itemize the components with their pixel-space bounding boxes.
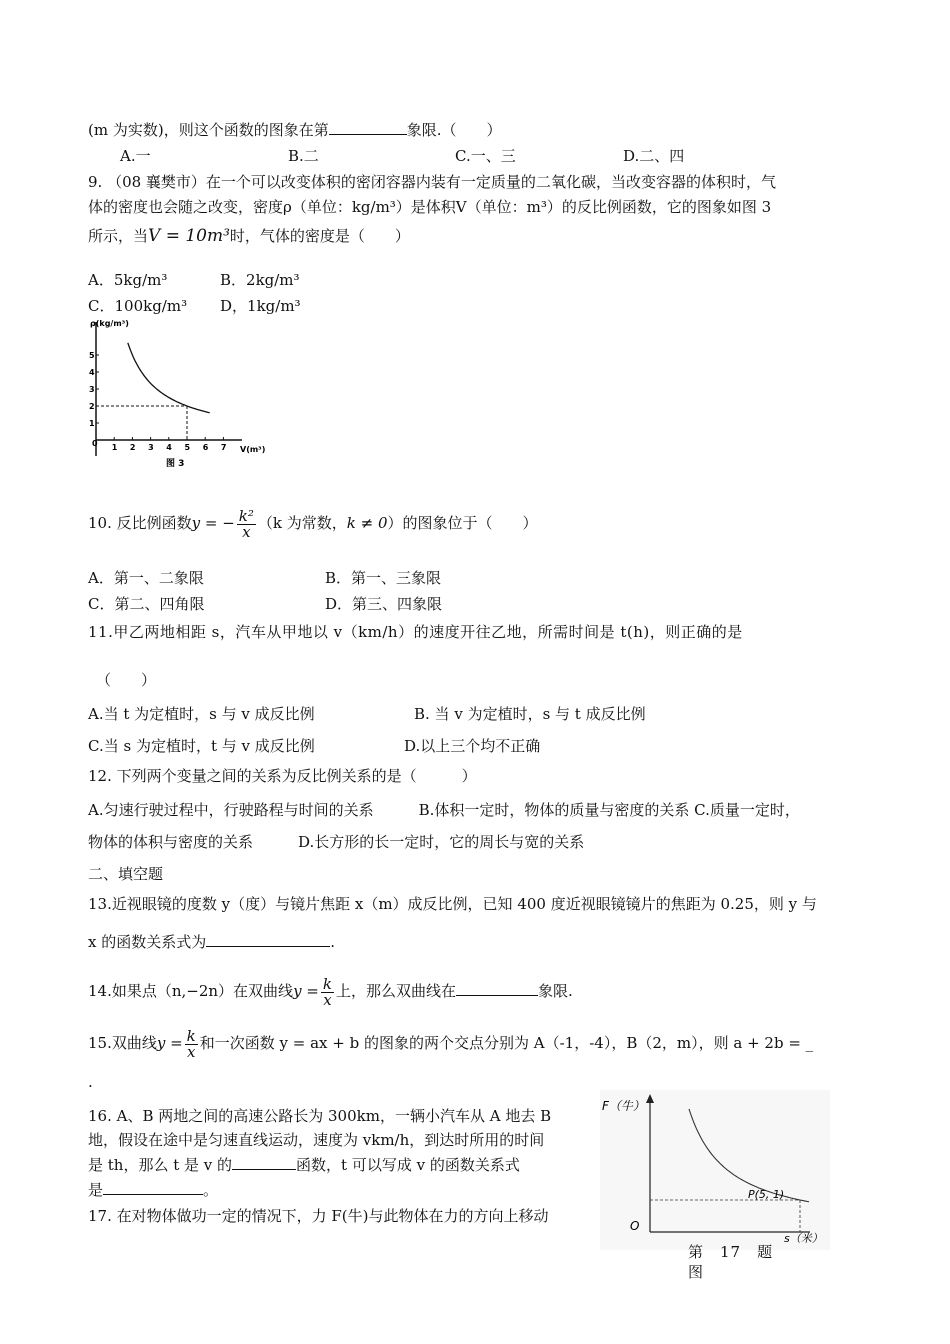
fig3-xtick-label: 2 bbox=[129, 443, 136, 452]
q15-mid: 和一次函数 y = ax + b 的图象的两个交点分别为 A（-1，-4），B（2，m），则 a + 2b = _ bbox=[199, 1034, 814, 1052]
q14-end: 象限. bbox=[537, 982, 573, 1000]
q10-option-b: B．第一、三象限 bbox=[325, 569, 442, 587]
q16-line3-lead: 是 th，那么 t 是 v 的 bbox=[88, 1156, 233, 1174]
q14-frac-den: x bbox=[323, 990, 332, 1009]
q10-tail: ）的图象位于（ ） bbox=[387, 514, 538, 532]
q15-line bbox=[88, 1022, 813, 1064]
q16-blank-1[interactable] bbox=[232, 1155, 296, 1170]
q8-blank[interactable] bbox=[329, 120, 407, 135]
q14-fraction bbox=[321, 974, 334, 1009]
q11-line1: 11.甲乙两地相距 s，汽车从甲地以 v（km/h）的速度开往乙地，所需时间是 t(h)，则正确的是 bbox=[88, 623, 743, 641]
q10-mid: （k 为常数， bbox=[257, 514, 347, 532]
q16-line2: 地，假设在途中是匀速直线运动，速度为 vkm/h，到达时所用的时间 bbox=[88, 1131, 545, 1149]
q9-line3-lead: 所示，当 bbox=[88, 227, 149, 245]
q12-line1: 12. 下列两个变量之间的关系为反比例关系的是（ ） bbox=[88, 767, 477, 785]
fig17-caption-1: 第 17 题 bbox=[688, 1243, 774, 1261]
q10-cond: k ≠ 0 bbox=[346, 514, 388, 532]
fig3-ytick-label: 4 bbox=[89, 368, 95, 377]
q10-fraction bbox=[237, 506, 256, 541]
q15-frac-den: x bbox=[186, 1042, 196, 1061]
q10-frac-num: k² bbox=[238, 506, 254, 525]
q10-frac-den: x bbox=[242, 522, 251, 541]
fig3-curve bbox=[128, 343, 210, 413]
fig3-xtick-label: 5 bbox=[184, 443, 191, 452]
q12-line2: A.匀速行驶过程中，行驶路程与时间的关系 B.体积一定时，物体的质量与密度的关系 C.质量一定时， bbox=[88, 801, 800, 819]
fig3-ytick-label: 1 bbox=[89, 419, 95, 428]
fig17-ylabel: F（牛） bbox=[602, 1099, 645, 1113]
fig3-ytick-label: 5 bbox=[89, 351, 95, 360]
q11-option-b: B. 当 v 为定植时，s 与 t 成反比例 bbox=[414, 705, 646, 723]
section-title-fill-in: 二、填空题 bbox=[88, 865, 164, 883]
q10-option-c: C．第二、四角限 bbox=[88, 595, 205, 613]
q9-option-c: C．100kg/m³ bbox=[88, 297, 188, 315]
fig3-ytick-label: 2 bbox=[89, 402, 95, 411]
fig3-ylabel: ρ(kg/m³) bbox=[90, 319, 129, 328]
q8-option-a: A.一 bbox=[120, 147, 151, 165]
q16-line4-lead: 是 bbox=[88, 1181, 104, 1199]
q8-tail: 象限.（ ） bbox=[406, 121, 502, 139]
q13-line2 bbox=[88, 932, 335, 952]
fig17-origin: O bbox=[630, 1219, 640, 1233]
q14-y: y = bbox=[293, 982, 319, 1000]
fig3-ytick-label: 3 bbox=[89, 385, 95, 394]
q8-option-d: D.二、四 bbox=[623, 147, 685, 165]
q13-line1: 13.近视眼镜的度数 y（度）与镜片焦距 x（m）成反比例，已知 400 度近视眼镜镜片的焦距为 0.25，则 y 与 bbox=[88, 895, 817, 913]
fig3-xtick-label: 6 bbox=[202, 443, 209, 452]
q9-option-d: D，1kg/m³ bbox=[220, 297, 301, 315]
fig3-xtick-label: 7 bbox=[220, 443, 227, 452]
q15-fraction bbox=[185, 1026, 198, 1061]
q15-frac-num: k bbox=[186, 1026, 196, 1045]
fig3-caption: 图 3 bbox=[166, 459, 185, 469]
q13-end: . bbox=[330, 933, 336, 951]
q8-text: (m 为实数)，则这个函数的图象在第 bbox=[88, 121, 329, 139]
q14-line bbox=[88, 970, 573, 1012]
q9-line1: 9. （08 襄樊市）在一个可以改变体积的密闭容器内装有一定质量的二氧化碳，当改变容器的体积时，气 bbox=[88, 173, 776, 191]
q10-lead: 10. 反比例函数 bbox=[88, 514, 192, 532]
q10-option-d: D．第三、四象限 bbox=[325, 595, 443, 613]
q15-lead: 15.双曲线 bbox=[88, 1034, 157, 1052]
q14-frac-num: k bbox=[322, 974, 332, 993]
figure-17-force-graph bbox=[600, 1090, 830, 1250]
q14-tail: 上，那么双曲线在 bbox=[335, 982, 456, 1000]
q16-line3-tail: 函数，t 可以写成 v 的函数关系式 bbox=[296, 1156, 520, 1174]
fig3-origin: 0 bbox=[92, 439, 98, 448]
q14-blank[interactable] bbox=[456, 981, 538, 996]
q14-lead: 14.如果点（n,−2n）在双曲线 bbox=[88, 982, 294, 1000]
q9-option-b: B．2kg/m³ bbox=[220, 271, 300, 289]
q16-line3 bbox=[88, 1155, 520, 1175]
fig3-xlabel: V(m³) bbox=[240, 445, 266, 454]
q16-line4 bbox=[88, 1180, 218, 1200]
fig17-point-label: P(5, 1) bbox=[748, 1188, 785, 1201]
q11-option-c: C.当 s 为定植时，t 与 v 成反比例 bbox=[88, 737, 315, 755]
q8-option-c: C.一、三 bbox=[455, 147, 516, 165]
q15-end: . bbox=[88, 1073, 93, 1091]
q16-line1: 16. A、B 两地之间的高速公路长为 300km，一辆小汽车从 A 地去 B bbox=[88, 1107, 552, 1125]
q12-line3: 物体的体积与密度的关系 D.长方形的长一定时，它的周长与宽的关系 bbox=[88, 833, 585, 851]
q9-line3-tail: 时，气体的密度是（ ） bbox=[229, 227, 410, 245]
q9-option-a: A．5kg/m³ bbox=[88, 271, 168, 289]
q9-line3 bbox=[88, 226, 410, 246]
q11-option-d: D.以上三个均不正确 bbox=[404, 737, 541, 755]
fig3-xtick-label: 1 bbox=[111, 443, 118, 452]
fig3-xtick-label: 4 bbox=[166, 443, 172, 452]
q9-formula: V = 10m³ bbox=[148, 226, 230, 246]
q8-line bbox=[88, 120, 501, 140]
q8-option-b: B.二 bbox=[288, 147, 319, 165]
q16-line4-tail: 。 bbox=[203, 1181, 219, 1199]
q15-y: y = bbox=[156, 1034, 183, 1052]
fig3-xtick-label: 3 bbox=[148, 443, 154, 452]
q16-blank-2[interactable] bbox=[103, 1180, 203, 1195]
fig17-xlabel: s（米） bbox=[784, 1232, 823, 1245]
q10-option-a: A．第一、二象限 bbox=[88, 569, 204, 587]
q11-paren: （ ） bbox=[96, 671, 157, 689]
q10-formula-y: y = − bbox=[191, 514, 235, 532]
q17-line1: 17. 在对物体做功一定的情况下，力 F(牛)与此物体在力的方向上移动 bbox=[88, 1207, 549, 1225]
q10-line bbox=[88, 500, 538, 546]
fig17-caption-2: 图 bbox=[688, 1263, 704, 1281]
q11-option-a: A.当 t 为定植时，s 与 v 成反比例 bbox=[88, 705, 315, 723]
figure-3-density-graph bbox=[86, 316, 276, 472]
q13-text: x 的函数关系式为 bbox=[88, 933, 207, 951]
q9-line2: 体的密度也会随之改变，密度ρ（单位：kg/m³）是体积V（单位：m³）的反比例函数，它的图象如图 3 bbox=[88, 198, 772, 216]
q13-blank[interactable] bbox=[206, 932, 330, 947]
